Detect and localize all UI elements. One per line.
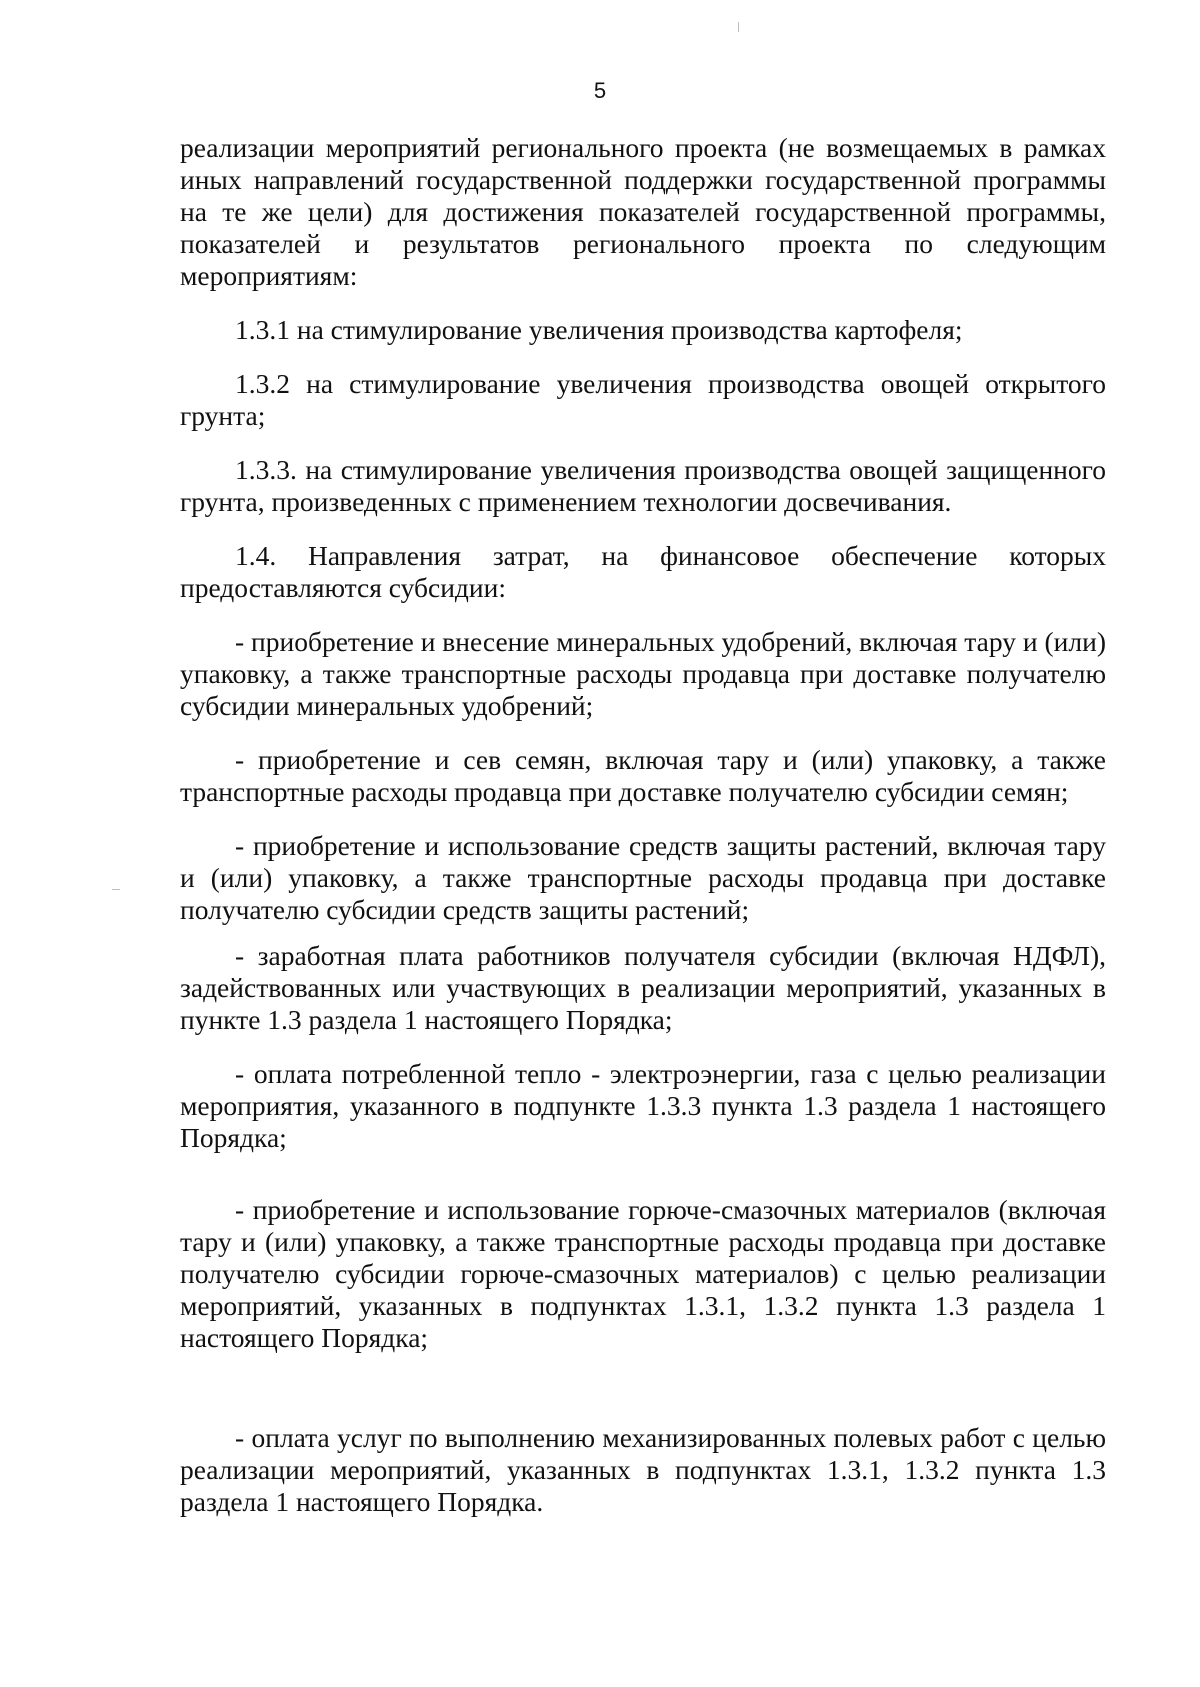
page-number: 5 <box>593 78 607 103</box>
scan-mark <box>112 889 120 890</box>
list-item-energy: - оплата потребленной тепло - электроэнергии, газа с целью реализации мероприятия, указанного в подпункте 1.3.3 пункта 1.3 раздела 1 настоящего Порядка; <box>180 1058 1106 1153</box>
paragraph-item-1-3-3: 1.3.3. на стимулирование увеличения производства овощей защищенного грунта, произведенных с применением технологии досвечивания. <box>180 454 1106 517</box>
document-body <box>180 132 1106 1518</box>
list-item-field-work: - оплата услуг по выполнению механизированных полевых работ с целью реализации мероприятий, указанных в подпунктах 1.3.1, 1.3.2 пункта 1.3 раздела 1 настоящего Порядка. <box>180 1422 1106 1517</box>
scan-mark <box>738 22 739 32</box>
paragraph-item-1-4: 1.4. Направления затрат, на финансовое обеспечение которых предоставляются субсидии: <box>180 540 1106 603</box>
paragraph-continuation: реализации мероприятий регионального проекта (не возмещаемых в рамках иных направлений государственной поддержки государственной программы на те же цели) для достижения показателей государственной программы, показателей и результатов регионального проекта по следующим мероприятиям: <box>180 132 1106 291</box>
list-item-seeds: - приобретение и сев семян, включая тару и (или) упаковку, а также транспортные расходы продавца при доставке получателю субсидии семян; <box>180 744 1106 807</box>
paragraph-item-1-3-2: 1.3.2 на стимулирование увеличения производства овощей открытого грунта; <box>180 368 1106 431</box>
list-item-wages: - заработная плата работников получателя субсидии (включая НДФЛ), задействованных или участвующих в реализации мероприятий, указанных в пункте 1.3 раздела 1 настоящего Порядка; <box>180 940 1106 1035</box>
list-item-fertilizers: - приобретение и внесение минеральных удобрений, включая тару и (или) упаковку, а также транспортные расходы продавца при доставке получателю субсидии минеральных удобрений; <box>180 626 1106 721</box>
list-item-fuel: - приобретение и использование горюче-смазочных материалов (включая тару и (или) упаковку, а также транспортные расходы продавца при доставке получателю субсидии горюче-смазочных материалов) с целью реализации мероприятий, указанных в подпунктах 1.3.1, 1.3.2 пункта 1.3 раздела 1 настоящего Порядка; <box>180 1194 1106 1353</box>
list-item-plant-protection: - приобретение и использование средств защиты растений, включая тару и (или) упаковку, а также транспортные расходы продавца при доставке получателю субсидии средств защиты растений; <box>180 830 1106 925</box>
paragraph-item-1-3-1: 1.3.1 на стимулирование увеличения производства картофеля; <box>235 314 963 345</box>
